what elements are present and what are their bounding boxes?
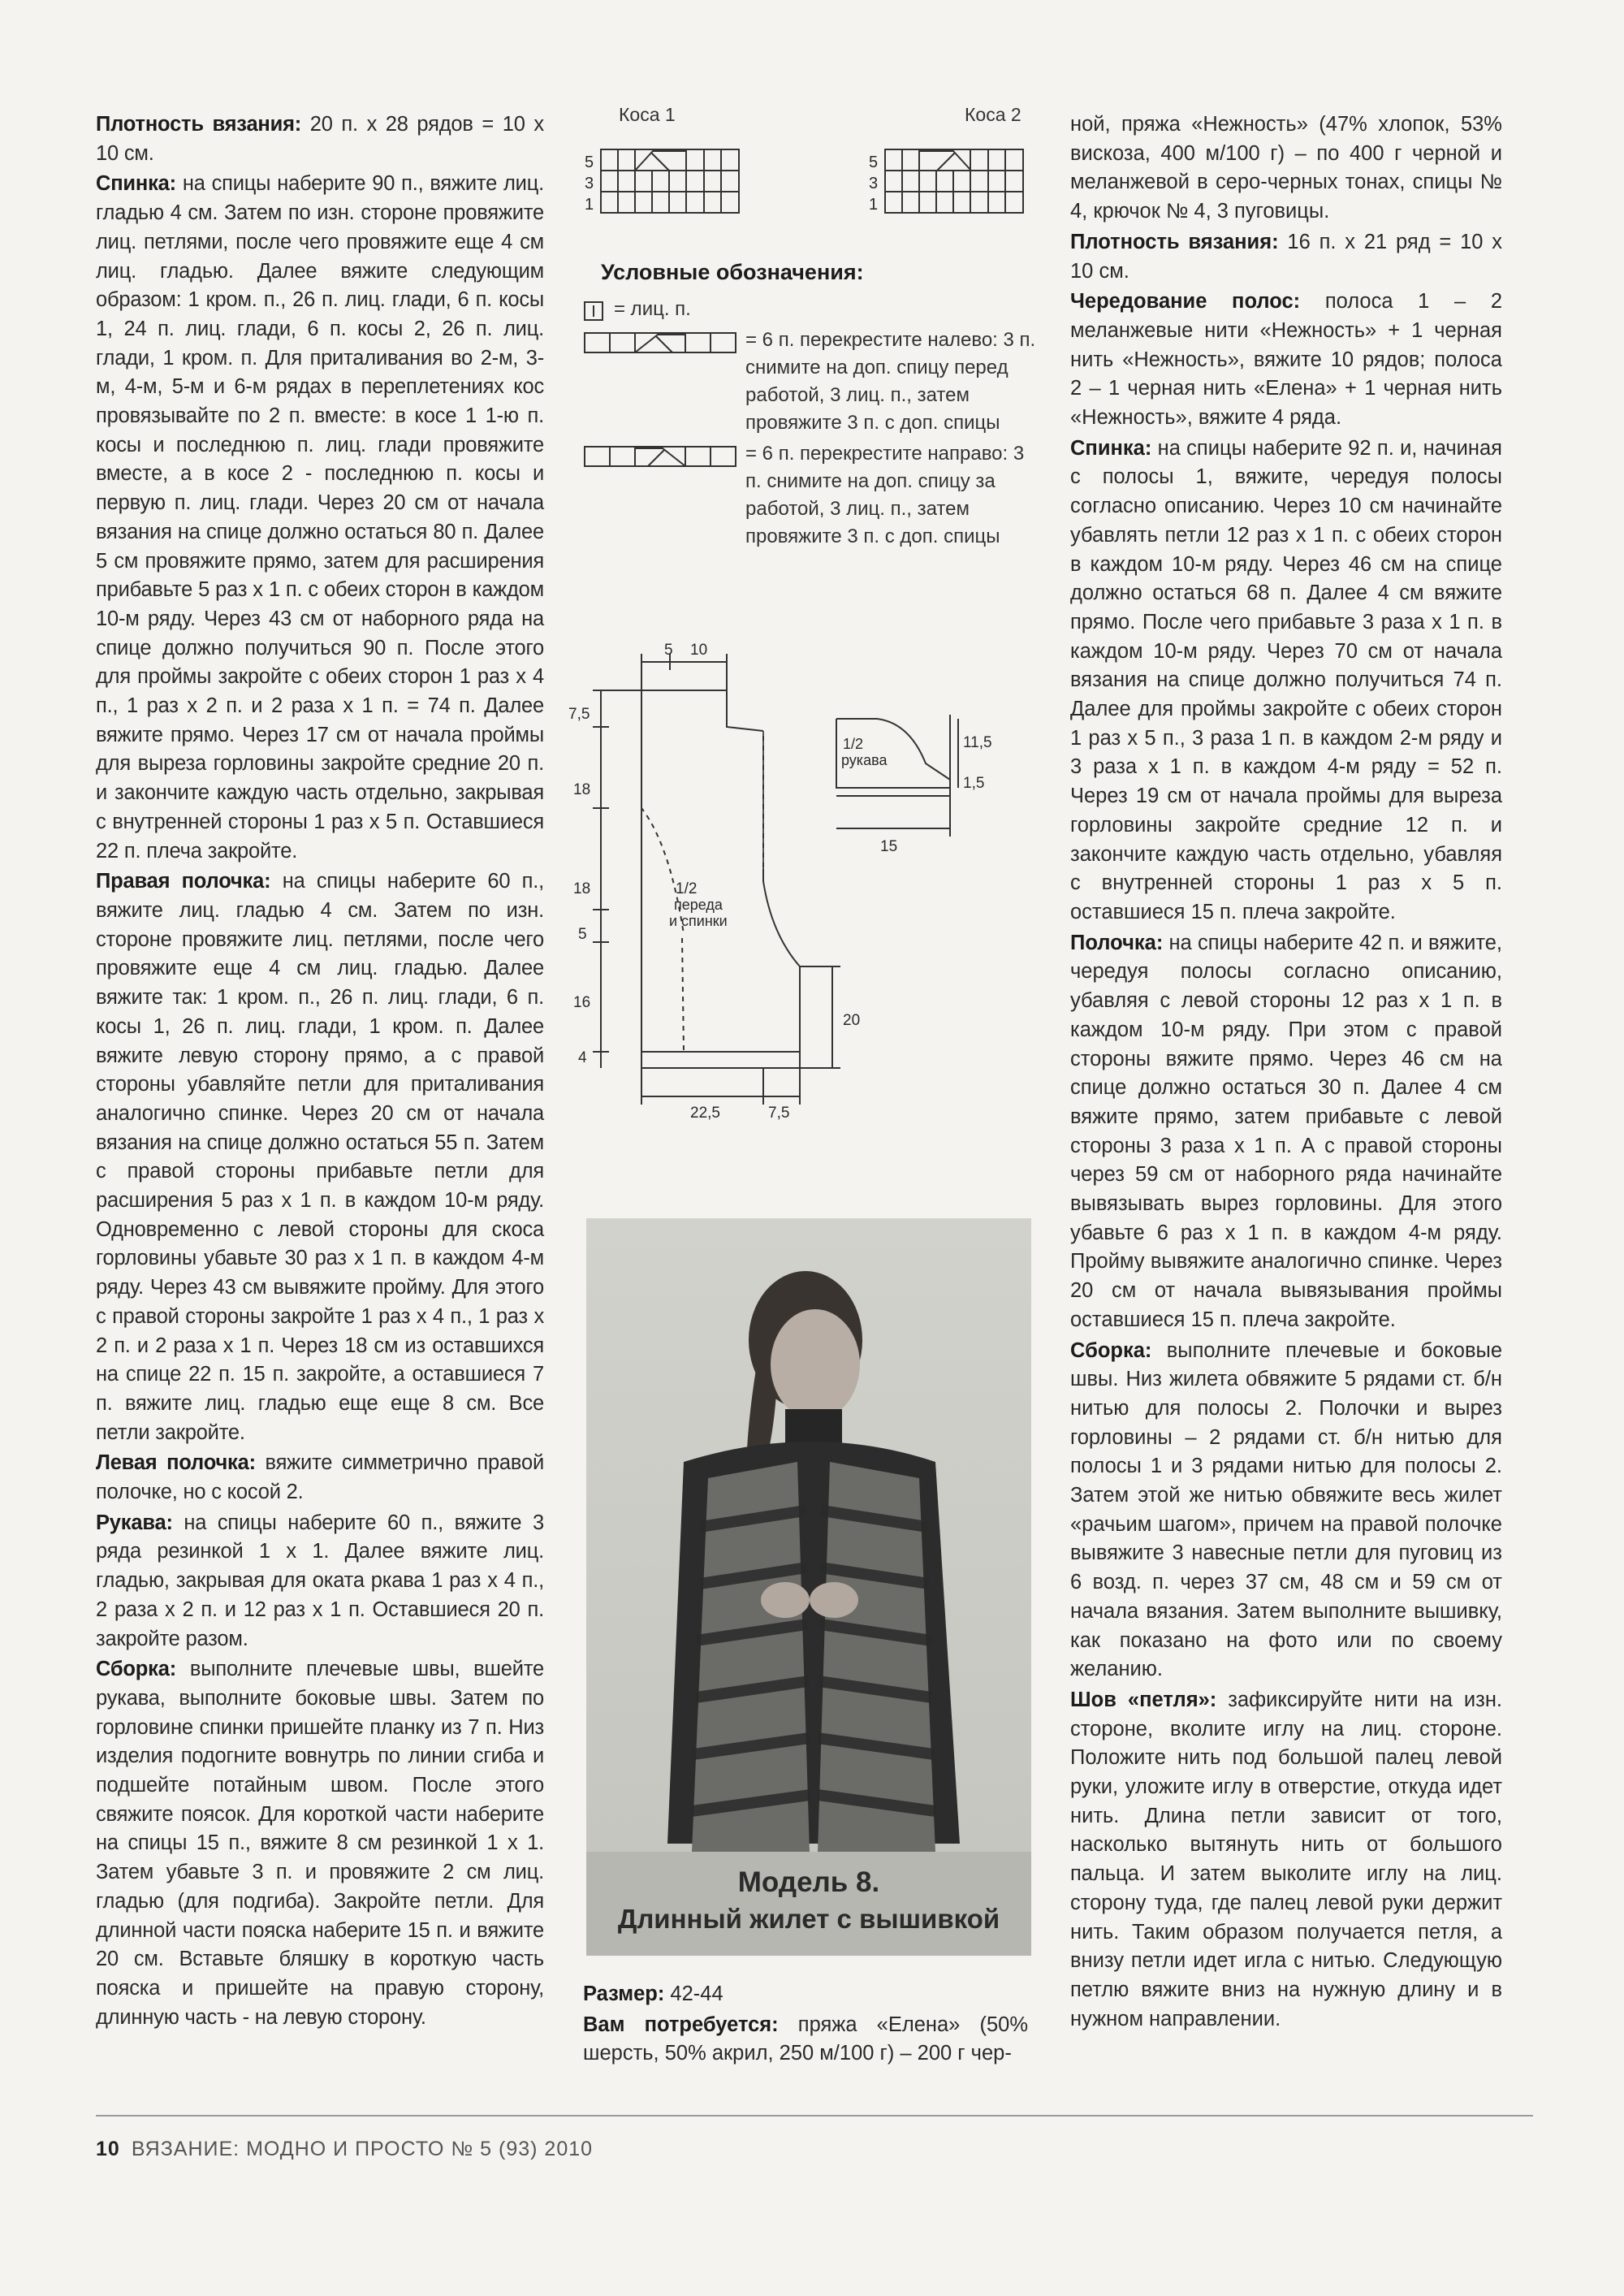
model-number: Модель 8. bbox=[737, 1866, 880, 1898]
paragraph: Шов «петля»: зафиксируйте нити на изн. стороне, вколите иглу на лиц. стороне. Положите нить под большой палец левой руки, уложите иглу в отверстие, откуда идет нить. Длина петли зависит от того, насколько вытянуть нить от большого пальца. И затем выколите иглу на лиц. сторону туда, где палец левой руки держит нить. Таким образом получается петля, а внизу петли идет игла с нитью. Следующую петлю вяжите вниз на нужную длину и в нужном направлении. bbox=[1070, 1688, 1502, 2030]
dim-label: 7,5 bbox=[768, 1105, 790, 1122]
paragraph: Вам потребуется: пряжа «Елена» (50% шерсть, 50% акрил, 250 м/100 г) – 200 г чер- bbox=[583, 2013, 1028, 2065]
kosa2-title: Коса 2 bbox=[965, 104, 1021, 125]
dim-label: 15 bbox=[880, 838, 898, 855]
knit-stitch-icon bbox=[583, 301, 604, 322]
kosa1-chart bbox=[583, 143, 745, 218]
row-label: 1 bbox=[585, 196, 594, 214]
row-label: 5 bbox=[869, 153, 879, 171]
model-title: Длинный жилет с вышивкой bbox=[617, 1904, 1000, 1934]
paragraph: Чередование полос: полоса 1 – 2 меланжевые нити «Нежность» + 1 черная нить «Нежность», вяжите 10 рядов; полоса 2 – 1 черная нить «Елена» + 1 черная нить «Нежность», вяжите 4 ряда. bbox=[1070, 290, 1503, 430]
middle-text bbox=[583, 1980, 1028, 2070]
pattern-diagram bbox=[568, 642, 1023, 1145]
photo-caption bbox=[586, 1852, 1031, 1956]
cable-left-icon bbox=[583, 331, 737, 354]
left-column bbox=[96, 110, 544, 2034]
woman-in-vest-illustration bbox=[586, 1218, 1031, 1956]
paragraph: Полочка: на спицы наберите 42 п. и вяжите, чередуя полосы согласно описанию, убавляя с левой стороны 12 раз х 1 п. в каждом 10-м ряду. При этом с правой стороны вяжите прямо. Через 46 см на спице должно остаться 30 п. Далее 4 см вяжите прямо, затем прибавьте с левой стороны 3 раза х 1 п. А с правой стороны через 59 см от наборного ряда начинайте вывязывать вырез горловины. Для этого убавьте 6 раз х 1 п. в каждом 4-м ряду. Пройму вывяжите аналогично спинке. Через 20 см от начала вывязывания проймы оставшиеся 15 п. плеча закройте. bbox=[1070, 931, 1502, 1331]
legend bbox=[583, 258, 1038, 554]
piece-label: переда bbox=[674, 897, 723, 913]
paragraph: Рукава: на спицы наберите 60 п., вяжите 3 ряда резинкой 1 х 1. Далее вяжите лиц. гладью, закрывая для оката ркава 1 раз х 4 п., 2 раза х 2 п. и 12 раз х 1 п. Оставшиеся 20 п. закройте разом. bbox=[96, 1511, 544, 1650]
row-label: 3 bbox=[585, 175, 594, 192]
legend-item: = 6 п. перекрестите налево: 3 п. снимите на доп. спицу перед работой, 3 лиц. п., затем провяжите 3 п. с доп. спицы bbox=[583, 326, 1038, 437]
legend-item: = лиц. п. bbox=[583, 296, 1038, 323]
sleeve-label: рукава bbox=[841, 752, 888, 768]
row-label: 5 bbox=[585, 153, 594, 171]
dim-label: 1,5 bbox=[963, 775, 985, 792]
dim-label: 4 bbox=[578, 1049, 587, 1066]
legend-item: = 6 п. перекрестите направо: 3 п. снимите на доп. спицу за работой, 3 лиц. п., затем провяжите 3 п. с доп. спицы bbox=[583, 440, 1038, 551]
paragraph: Размер: 42-44 bbox=[583, 1983, 723, 2005]
paragraph: Спинка: на спицы наберите 92 п. и, начиная с полосы 1, вяжите, чередуя полосы согласно описанию. Через 10 см начинайте убавлять петли 12 раз х 1 п. с обеих сторон в каждом 10-м ряду. Через 46 см на спице должно остаться 68 п. Далее 4 см вяжите прямо. После чего прибавьте 3 раза х 1 п. в каждом 10-м ряду. Через 70 см от начала вязания на спице должно получиться 74 п. Далее для проймы закройте с обеих сторон 1 раз х 5 п., 3 раза 1 п. в каждом 2-м ряду и 3 раза х 1 п. в каждом 4-м ряду = 52 п. Через 19 см от начала проймы для выреза горловины закройте средние 12 п. и закончите каждую часть отдельно, убавляя с внутренней стороны 1 раз х 5 п. оставшиеся 15 п. плеча закройте. bbox=[1070, 436, 1502, 923]
paragraph: Сборка: выполните плечевые и боковые швы. Низ жилета обвяжите 5 рядами ст. б/н нитью для полосы 2. Полочки и вырез горловины – 2 рядами ст. б/н нитью для полосы 1 и 3 рядами нитью для полосы 2. Затем этой же нитью обвяжите весь жилет «рачьим шагом», причем на правой полочке вывяжите 3 навесные петли для пуговиц из 6 возд. п. через 37 см, 48 см и 59 см от начала вязания. Затем выполните вышивку, как показано на фото или по своему желанию. bbox=[1070, 1338, 1502, 1681]
dim-label: 5 bbox=[664, 642, 673, 659]
paragraph: Плотность вязания: 16 п. х 21 ряд = 10 х 10 см. bbox=[1070, 230, 1502, 283]
dim-label: 16 bbox=[573, 994, 591, 1011]
paragraph: Спинка: на спицы наберите 90 п., вяжите лиц. гладью 4 см. Затем по изн. стороне провяжите лиц. петлями, после чего провяжите еще 4 см лиц. гладью. Далее вяжите следующим образом: 1 кром. п., 26 п. лиц. глади, 6 п. косы 1, 24 п. лиц. глади, 6 п. косы 2, 26 п. лиц. глади, 1 кром. п. Для приталивания во 2-м, 3-м, 4-м, 5-м и 6-м рядах в переплетениях кос провязывайте по 2 п. вместе: в косе 1 1-ю п. косы и последнюю п. лиц. глади провяжите вместе, а в косе 2 - последнюю п. косы и первую п. лиц. глади. Через 20 см от начала вязания на спице должно остаться 80 п. Далее 5 см провяжите прямо, затем для расширения прибавьте 5 раз х 1 п. с обеих сторон в каждом 10-м ряду. Через 43 см от наборного ряда на спице должно получиться 90 п. После этого для проймы закройте с обеих сторон 1 раз х 4 п., 1 раз х 2 п. и 2 раза х 1 п. = 74 п. Далее вяжите прямо. Через 17 см от начала проймы для выреза горловины закройте средние 20 п. и закончите каждую часть отдельно, закрывая с внутренней стороны 1 раз х 5 п. Оставшиеся 22 п. плеча закройте. bbox=[96, 172, 544, 863]
dim-label: 18 bbox=[573, 880, 591, 897]
legend-title: Условные обозначения: bbox=[601, 260, 864, 284]
page-number: 10 bbox=[96, 2138, 120, 2160]
dim-label: 18 bbox=[573, 781, 591, 798]
dim-label: 22,5 bbox=[690, 1105, 720, 1122]
dim-label: 7,5 bbox=[568, 706, 590, 723]
row-label: 3 bbox=[869, 175, 879, 192]
footer-divider bbox=[96, 2115, 1533, 2117]
piece-label: 1/2 bbox=[676, 880, 698, 897]
dim-label: 20 bbox=[843, 1012, 861, 1029]
paragraph: Сборка: выполните плечевые швы, вшейте рукава, выполните боковые швы. Затем по горловине спинки пришейте планку из 7 п. Низ изделия подогните вовнутрь по линии сгиба и подшейте потайным швом. После этого свяжите поясок. Для короткой части наберите на спицы 15 п., вяжите 8 см резинкой 1 х 1. Затем убавьте 3 п. и провяжите 2 см лиц. гладью (для подгиба). Закройте петли. Для длинной части пояска наберите 15 п. и вяжите 20 см. Вставьте бляшку в короткую часть пояска и пришейте на правую сторону, длинную часть - на левую сторону. bbox=[96, 1658, 544, 2029]
right-column bbox=[1070, 110, 1502, 2035]
sleeve-label: 1/2 bbox=[843, 736, 864, 752]
row-label: 1 bbox=[869, 196, 879, 214]
dim-label: 11,5 bbox=[963, 734, 992, 751]
dim-label: 10 bbox=[690, 642, 708, 659]
paragraph: ной, пряжа «Нежность» (47% хлопок, 53% вискоза, 400 м/100 г) – по 400 г черной и меланжевой в серо-черных тонах, спицы № 4, крючок № 4, 3 пуговицы. bbox=[1070, 113, 1502, 223]
cable-right-icon bbox=[583, 445, 737, 468]
piece-label: и спинки bbox=[669, 913, 728, 929]
dim-label: 5 bbox=[578, 926, 587, 943]
paragraph: Правая полочка: на спицы наберите 60 п., вяжите лиц. гладью 4 см. Затем по изн. стороне провяжите лиц. петлями, после чего провяжите еще 4 см лиц. гладью. Далее вяжите так: 1 кром. п., 26 п. лиц. глади, 6 п. косы 1, 26 п. лиц. глади, 1 кром. п. Далее вяжите левую сторону прямо, а с правой стороны убавляйте петли для приталивания аналогично спинке. Через 20 см от начала вязания на спице должно остаться 55 п. Затем с правой стороны прибавьте петли для расширения 5 раз х 1 п. в каждом 10-м ряду. Одновременно с левой стороны для скоса горловины убавьте 30 раз х 1 п. в каждом 4-м ряду. Через 43 см вывяжите пройму. Для этого с правой стороны закройте 1 раз х 4 п., 1 раз х 2 п. и 2 раза х 1 п. Через 18 см из оставшихся на спице 22 п. 15 п. закройте, а оставшиеся 7 п. вяжите лиц. гладью еще еще 8 см. Все петли закройте. bbox=[96, 870, 545, 1444]
footer bbox=[96, 2138, 593, 2161]
model-photo bbox=[586, 1218, 1031, 1956]
kosa2-chart bbox=[867, 143, 1030, 218]
kosa1-title: Коса 1 bbox=[619, 104, 676, 125]
paragraph: Левая полочка: вяжите симметрично правой полочке, но с косой 2. bbox=[96, 1451, 544, 1504]
paragraph: Плотность вязания: 20 п. х 28 рядов = 10 х 10 см. bbox=[96, 113, 544, 165]
magazine-title: ВЯЗАНИЕ: МОДНО И ПРОСТО № 5 (93) 2010 bbox=[131, 2138, 594, 2160]
